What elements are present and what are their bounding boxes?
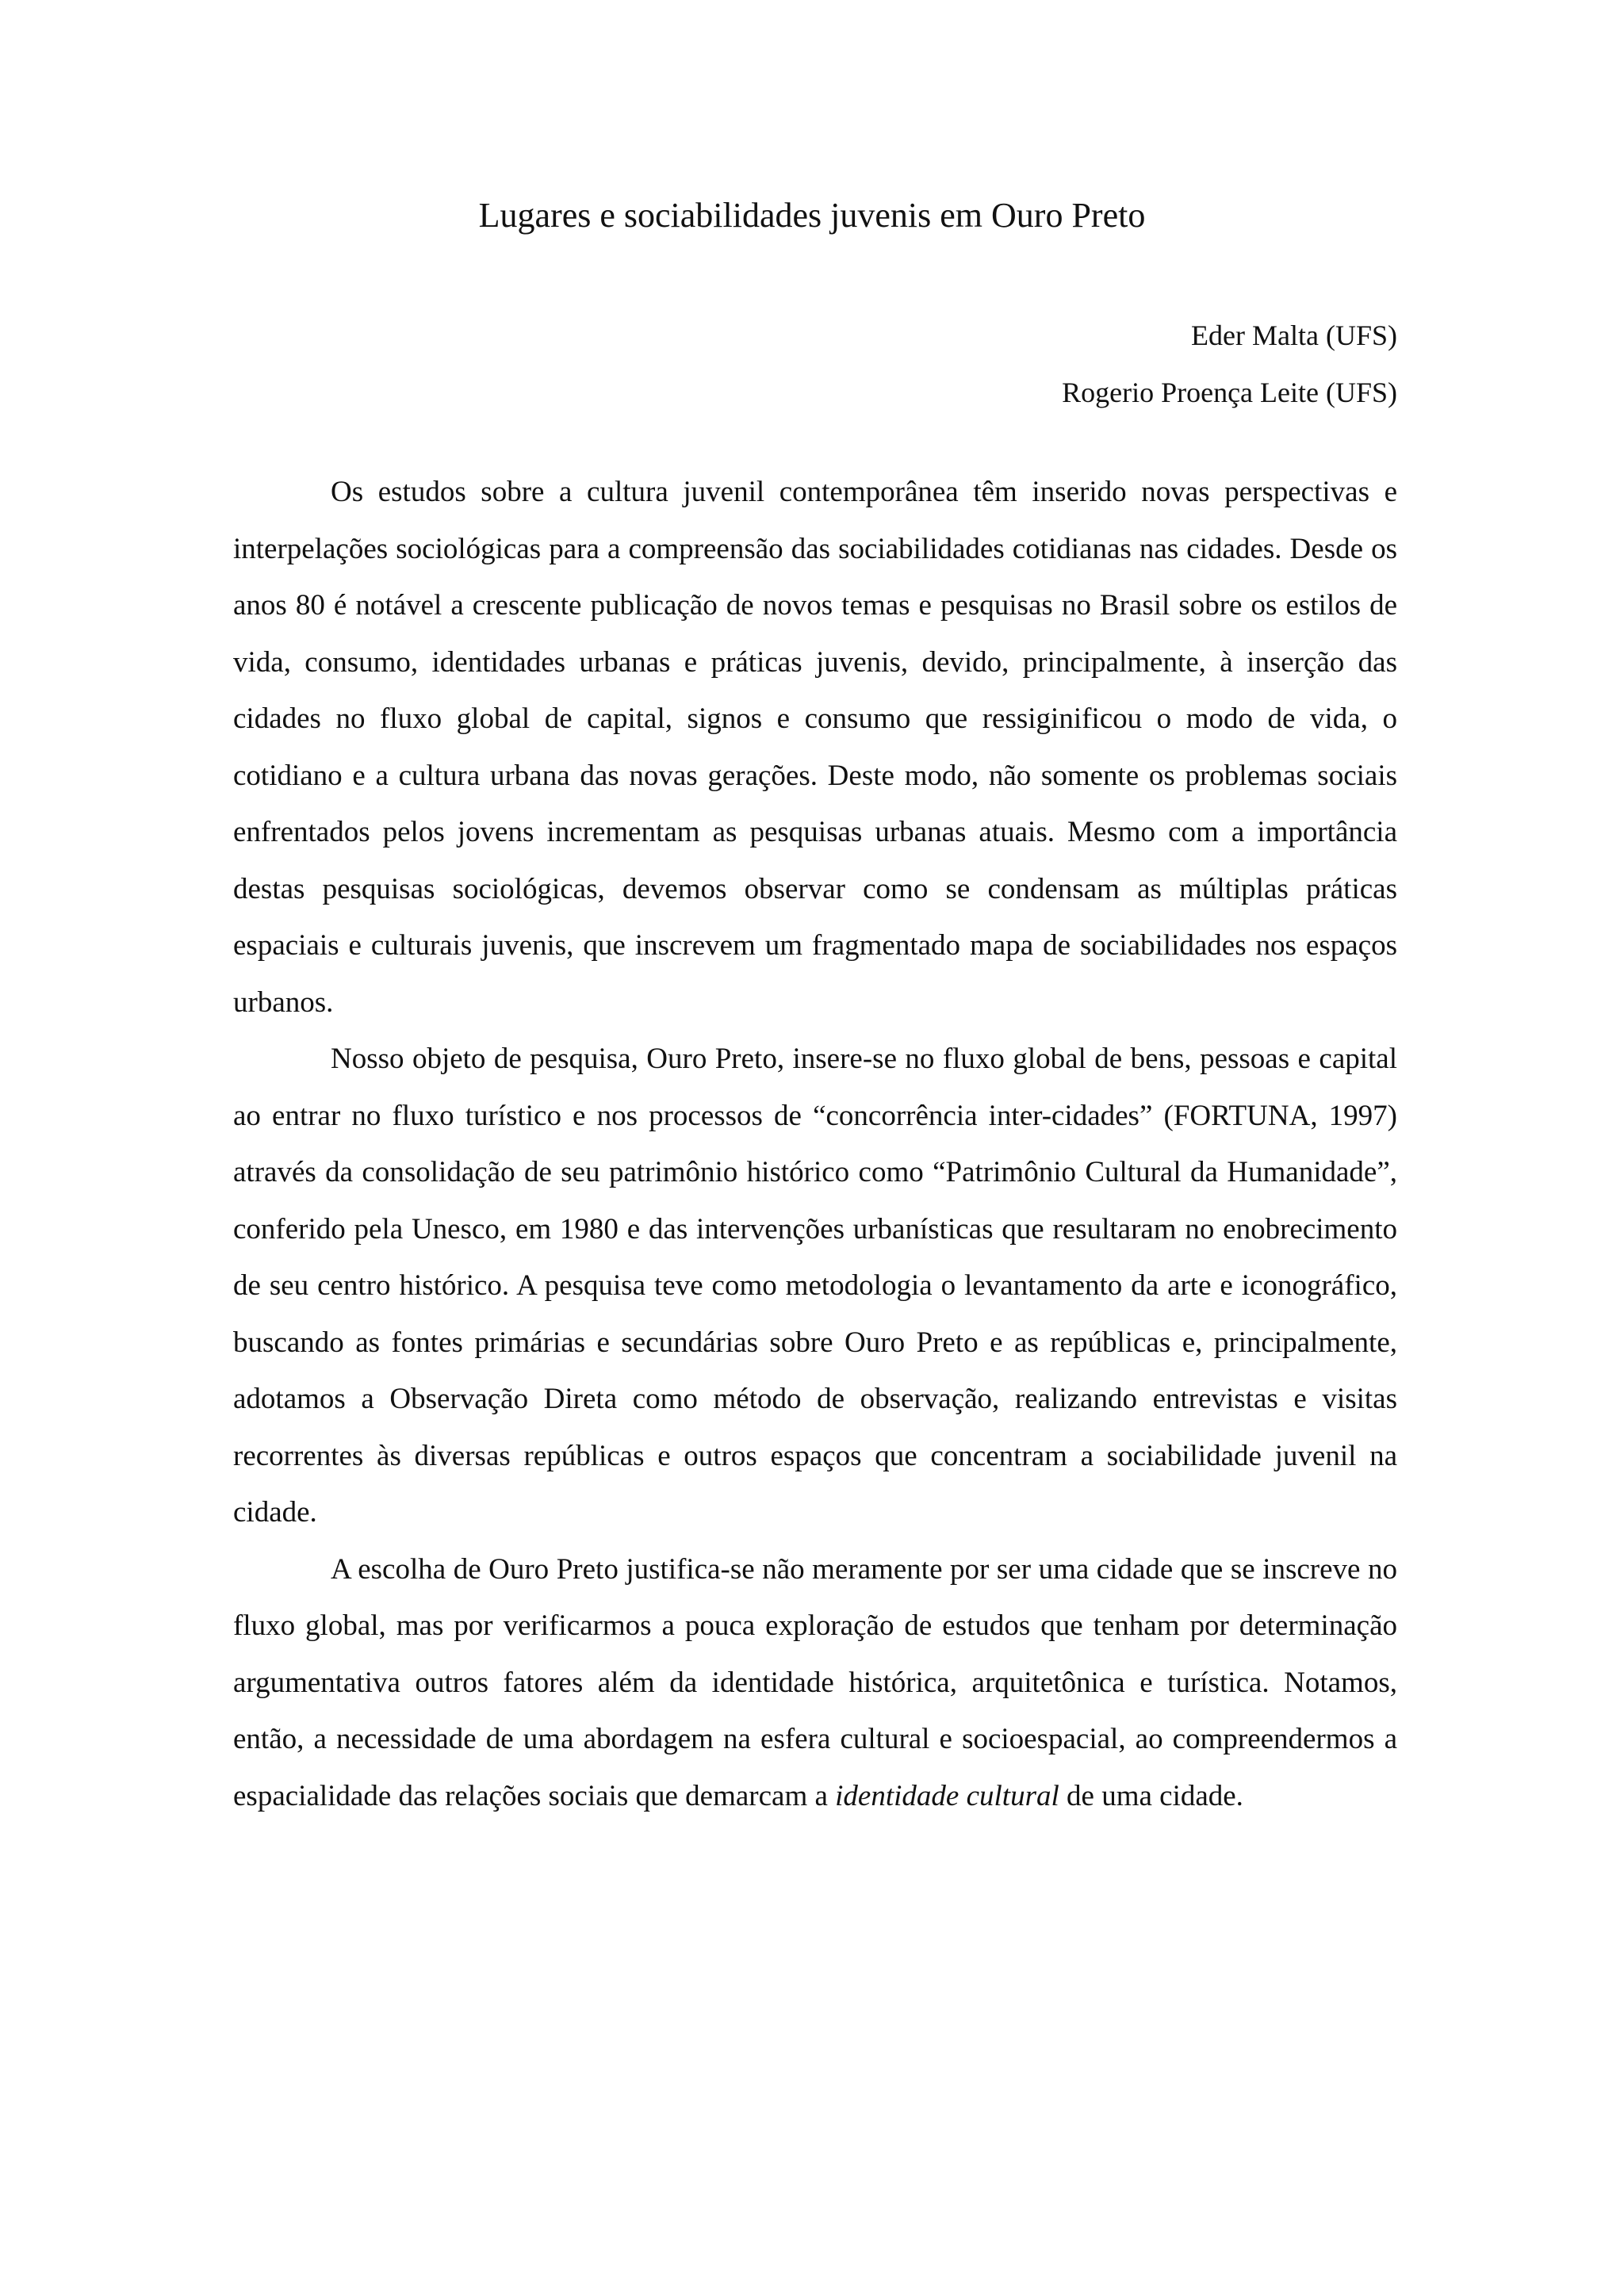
paragraph-2: Nosso objeto de pesquisa, Ouro Preto, insere-se no fluxo global de bens, pessoas e capital ao entrar no fluxo turístico e nos processos de “concorrência inter-cidades” (FORTUNA, 1997) através da consolidação de seu patrimônio histórico como “Patrimônio Cultural da Humanidade”, conferido pela Unesco, em 1980 e das intervenções urbanísticas que resultaram no enobrecimento de seu centro histórico. A pesquisa teve como metodologia o levantamento da arte e iconográfico, buscando as fontes primárias e secundárias sobre Ouro Preto e as repúblicas e, principalmente, adotamos a Observação Direta como método de observação, realizando entrevistas e visitas recorrentes às diversas repúblicas e outros espaços que concentram a sociabilidade juvenil na cidade. xyxy=(233,1043,1397,1529)
paragraph-3-text-end: de uma cidade. xyxy=(1059,1779,1243,1812)
paragraph-3 xyxy=(233,1541,1397,1825)
paragraph-3-text-start: A escolha de Ouro Preto justifica-se não meramente por ser uma cidade que se inscreve no fluxo global, mas por verificarmos a pouca exploração de estudos que tenham por determinação argumentativa outros fatores além da identidade histórica, arquitetônica e turística. Notamos, então, a necessidade de uma abordagem na esfera cultural e socioespacial, ao compreendermos a espacialidade das relações sociais que demarcam a xyxy=(233,1552,1397,1812)
author-list xyxy=(1062,307,1397,421)
paragraph-1: Os estudos sobre a cultura juvenil contemporânea têm inserido novas perspectivas e interpelações sociológicas para a compreensão das sociabilidades cotidianas nas cidades. Desde os anos 80 é notável a crescente publicação de novos temas e pesquisas no Brasil sobre os estilos de vida, consumo, identidades urbanas e práticas juvenis, devido, principalmente, à inserção das cidades no fluxo global de capital, signos e consumo que ressiginificou o modo de vida, o cotidiano e a cultura urbana das novas gerações. Deste modo, não somente os problemas sociais enfrentados pelos jovens incrementam as pesquisas urbanas atuais. Mesmo com a importância destas pesquisas sociológicas, devemos observar como se condensam as múltiplas práticas espaciais e culturais juvenis, que inscrevem um fragmentado mapa de sociabilidades nos espaços urbanos. xyxy=(233,476,1397,1019)
italic-term-identidade-cultural: identidade cultural xyxy=(835,1779,1059,1812)
author-eder-malta: Eder Malta (UFS) xyxy=(1191,320,1397,351)
author-rogerio-proenca-leite: Rogerio Proença Leite (UFS) xyxy=(1062,377,1397,408)
paper-body xyxy=(233,464,1397,1824)
paper-title: Lugares e sociabilidades juvenis em Ouro Preto xyxy=(478,196,1146,235)
